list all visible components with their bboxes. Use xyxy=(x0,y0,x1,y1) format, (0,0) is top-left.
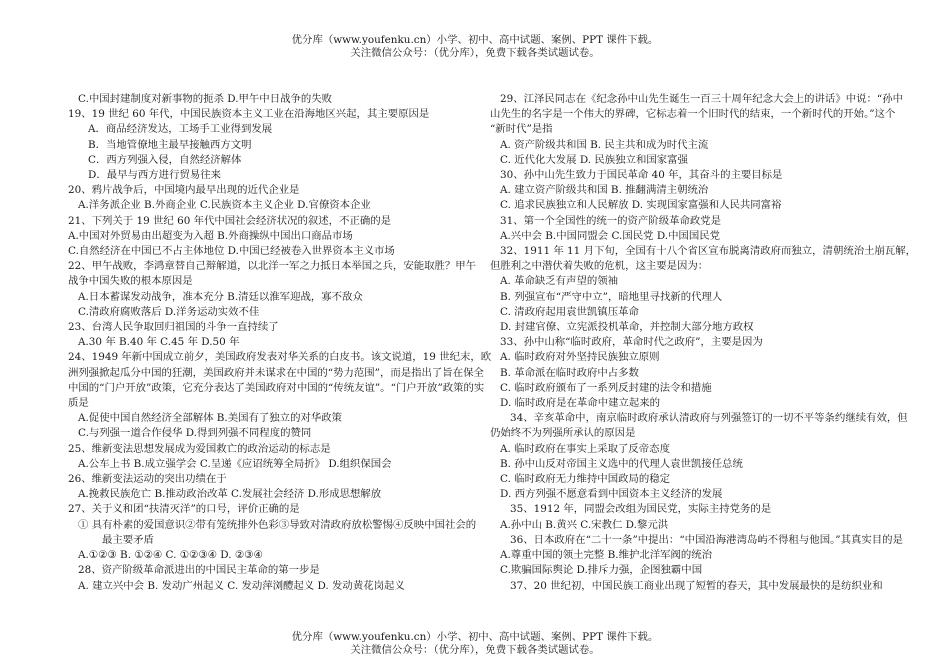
question-line: A. 革命缺乏有声望的领袖 xyxy=(500,275,619,288)
question-line: C. 清政府起用袁世凯镇压革命 xyxy=(500,305,639,318)
question-line: 28、资产阶级革命派进出的中国民主革命的第一步是 xyxy=(78,564,320,577)
left-column xyxy=(68,92,492,594)
question-line: 32、1911 年 11 月下旬，全国有十八个省区宣布脱离清政府而独立，清朝统治土崩瓦解， xyxy=(500,245,917,258)
question-line: 36、日本政府在“二十一条”中提出：“中国沿海港湾岛屿不得租与他国。”其真实目的是 xyxy=(510,533,903,546)
question-line: 战争中国失败的根本原因是 xyxy=(68,275,193,288)
question-line: D. 封建官僚、立宪派投机革命，并控制大部分地方政权 xyxy=(500,321,754,334)
question-line: 34、辛亥革命中，南京临时政府承认清政府与列强签订的一切不平等条约继续有效，但 xyxy=(510,412,908,425)
question-line: 山先生的名字是一个伟大的界碑，它标志着一个旧时代的结束，一个新时代的开始。”这个 xyxy=(490,108,896,121)
question-line: A.中国对外贸易由出超变为入超 B.外商操纵中国出口商品市场 xyxy=(68,229,353,242)
question-line: A.挽救民族危亡 B.推动政治改革 C.发展社会经济 D.形成思想解放 xyxy=(78,488,382,501)
question-line: A.洋务派企业 B.外商企业 C.民族资本主义企业 D.官僚资本企业 xyxy=(78,199,371,212)
question-line: A. 资产阶级共和国 B. 民主共和成为时代主流 xyxy=(500,138,709,151)
question-line: 33、孙中山称“临时政府，革命时代之政府”，主要是因为 xyxy=(500,336,763,349)
question-line: 35、1912 年，同盟会改组为国民党，实际主持党务的是 xyxy=(510,503,772,516)
page-header xyxy=(0,34,950,60)
question-line: A.兴中会 B.中国同盟会 C.国民党 D.中国国民党 xyxy=(500,229,721,242)
question-line: A．商品经济发达，工场手工业得到发展 xyxy=(88,123,273,136)
question-line: 洲列强掀起瓜分中国的狂潮，美国政府并未谋求在中国的“势力范围”，而是指出了旨在保全 xyxy=(68,366,484,379)
question-line: D. 临时政府是在革命中建立起来的 xyxy=(500,397,661,410)
header-line-1: 优分库（www.youfenku.cn）小学、初中、高中试题、案例、PPT 课件下载。 xyxy=(291,34,659,46)
question-line: A.公车上书 B.成立强学会 C.呈递《应诏统筹全局折》 D.组织保国会 xyxy=(78,457,392,470)
question-line: 23、台湾人民争取回归祖国的斗争一直持续了 xyxy=(68,321,279,334)
question-line: A.尊重中国的领土完整 B.维护北洋军阀的统治 xyxy=(500,549,713,562)
question-line: C.中国封建制度对新事物的扼杀 D.甲午中日战争的失败 xyxy=(78,93,333,105)
question-line: 但胜利之中潜伏着失败的危机，这主要是因为： xyxy=(490,260,709,273)
question-line: A.孙中山 B.黄兴 C.宋教仁 D.黎元洪 xyxy=(500,518,669,531)
question-line: D. 西方列强不愿意看到中国资本主义经济的发展 xyxy=(500,488,723,501)
question-line: 21、下列关于 19 世纪 60 年代中国社会经济状况的叙述，不正确的是 xyxy=(68,214,392,227)
question-line: 25、维新变法思想发展成为爱国救亡的政治运动的标志是 xyxy=(68,442,331,455)
question-line: 29、江泽民同志在《纪念孙中山先生诞生一百三十周年纪念大会上的讲话》中说：“孙中 xyxy=(500,93,903,105)
question-line: 最主要矛盾 xyxy=(102,533,154,546)
question-line: 37、20 世纪初，中国民族工商业出现了短暂的春天，其中发展最快的是纺织业和 xyxy=(510,579,883,592)
question-line: A. 临时政府在事实上采取了反帝态度 xyxy=(500,442,670,455)
question-line: 质是 xyxy=(68,397,89,410)
question-line: A.促使中国自然经济全部解体 B.美国有了独立的对华政策 xyxy=(78,412,343,425)
question-line: A.①②③ B. ①②④ C. ①②③④ D. ②③④ xyxy=(78,549,263,562)
question-line: B. 革命派在临时政府中占多数 xyxy=(500,366,639,379)
question-line: B. 列强宣布“严守中立”，暗地里寻找新的代理人 xyxy=(500,290,723,303)
question-line: B．当地管僚地主最早接触西方文明 xyxy=(88,138,252,151)
right-column xyxy=(490,92,917,594)
question-line: C.与列强一道合作侵华 D.得到列强不同程度的赞同 xyxy=(78,427,312,440)
question-line: C. 临时政府颁布了一系列反封建的法令和措施 xyxy=(500,381,712,394)
question-line: 31、第一个全国性的统一的资产阶级革命政党是 xyxy=(500,214,722,227)
question-line: C. 临时政府无力维持中国政局的稳定 xyxy=(500,473,671,486)
question-line: 22、甲午战败，李鸿章替自己辩解道，以北洋一军之力抵日本举国之兵，安能取胜？甲午 xyxy=(68,260,477,273)
question-line: D．最早与西方进行贸易往来 xyxy=(88,169,222,182)
question-line: 仍始终不为列强所承认的原因是 xyxy=(490,427,636,440)
footer-line-1: 优分库（www.youfenku.cn）小学、初中、高中试题、案例、PPT 课件下载。 xyxy=(291,631,659,643)
question-line: 27、关于义和团“扶清灭洋”的口号，评价正确的是 xyxy=(68,503,300,516)
question-line: A. 建立兴中会 B. 发动广州起义 C. 发动萍浏醴起义 D. 发动黄花岗起义 xyxy=(78,579,405,592)
page-footer xyxy=(0,631,950,657)
question-line: C.自然经济在中国已不占主体地位 D.中国已经被卷入世界资本主义市场 xyxy=(68,245,395,258)
question-line: A. 临时政府对外坚持民族独立原则 xyxy=(500,351,660,364)
question-line: A.30 年 B.40 年 C.45 年 D.50 年 xyxy=(78,336,240,349)
question-line: 中国的“门户开放”政策，它充分表达了美国政府对中国的“传统友谊”。“门户开放”政策的实 xyxy=(68,381,485,394)
question-line: 19、19 世纪 60 年代，中国民族资本主义工业在沿海地区兴起，其主要原因是 xyxy=(68,108,430,121)
question-line: C．西方列强入侵，自然经济解体 xyxy=(88,153,242,166)
question-line: B. 孙中山反对帝国主义选中的代理人袁世凯接任总统 xyxy=(500,457,743,470)
question-line: 30、孙中山先生致力于国民革命 40 年，其奋斗的主要目标是 xyxy=(500,169,783,182)
question-line: 24、1949 年新中国成立前夕，美国政府发表对华关系的白皮书。该文说道，19 世纪末，欧 xyxy=(68,351,492,364)
question-line: C.欺骗国际舆论 D.排斥力强，企图独霸中国 xyxy=(500,564,703,577)
question-line: C. 近代化大发展 D. 民族独立和国家富强 xyxy=(500,153,688,166)
question-line: A. 建立资产阶级共和国 B. 推翻满清主朝统治 xyxy=(500,184,709,197)
question-line: “新时代”是指 xyxy=(490,123,553,136)
question-line: C.清政府腐败落后 D.洋务运动实效不佳 xyxy=(78,305,260,318)
question-line: 20、鸦片战争后，中国境内最早出现的近代企业是 xyxy=(68,184,300,197)
footer-line-2: 关注微信公众号：（优分库），免费下载各类试题试卷。 xyxy=(350,644,600,656)
question-line: C. 追求民族独立和人民解放 D. 实现国家富强和人民共同富裕 xyxy=(500,199,782,212)
question-line: 26、维新变法运动的突出功绩在于 xyxy=(68,473,227,486)
question-line: ① 具有朴素的爱国意识②带有笼统排外色彩③导致对清政府放松警惕④反映中国社会的 xyxy=(78,518,477,531)
question-line: A.日本蓄谋发动战争，准本充分 B.清廷以淮军迎战，寡不敌众 xyxy=(78,290,363,303)
header-line-2: 关注微信公众号：（优分库），免费下载各类试题试卷。 xyxy=(350,47,600,59)
